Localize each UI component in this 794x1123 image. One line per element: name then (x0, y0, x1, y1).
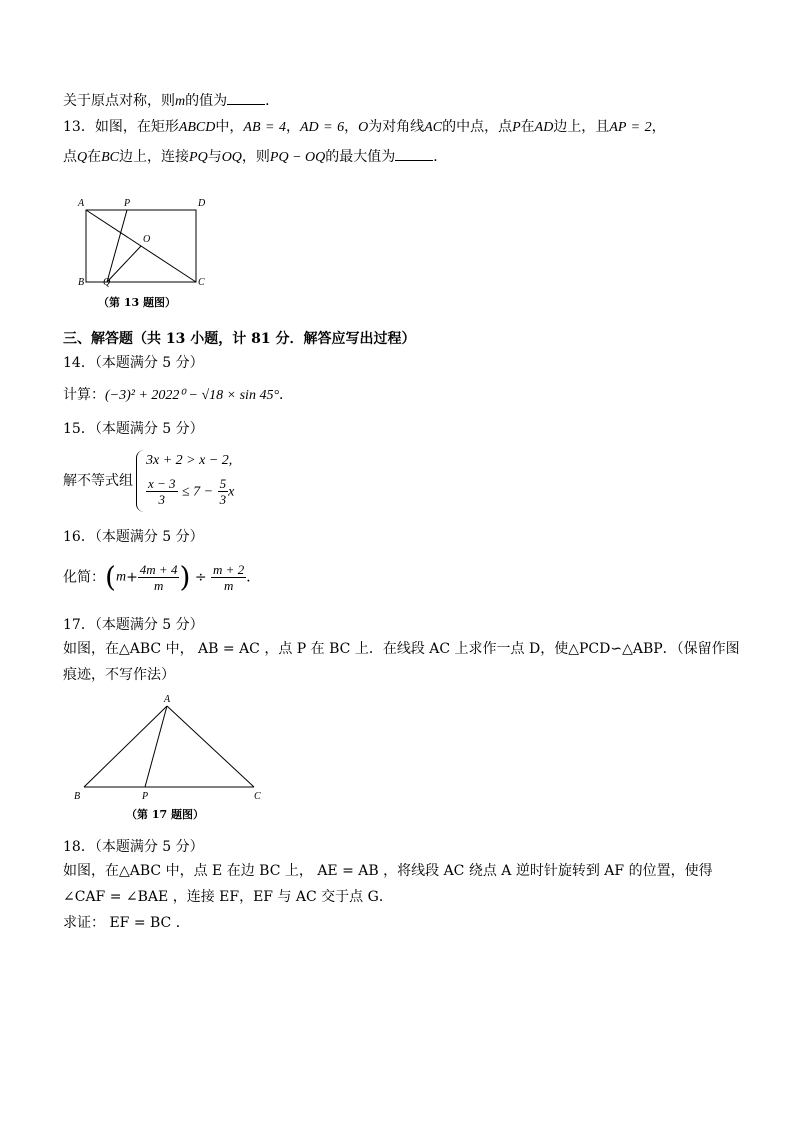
q15-ineq1: 3x + 2 > x − 2, (146, 453, 233, 468)
math: AD = 6 (299, 120, 345, 135)
side-ab (84, 706, 167, 787)
q16-body (63, 562, 260, 593)
q17-line1: 如图，在△ABC 中， AB = AC ，点 P 在 BC 上．在线段 AC 上求作一点 D，使△PCD∽△ABP．（保留作图 (63, 641, 740, 657)
side-ac (167, 706, 254, 787)
text: ， (344, 119, 359, 135)
math: ≤ 7 − (182, 484, 214, 500)
text: ． (246, 569, 261, 586)
paren-close: ) (179, 560, 191, 594)
math: ABCD (178, 120, 216, 135)
q13-line2: 点Q在BC边上，连接PQ与OQ，则PQ − OQ的最大值为 ． (63, 149, 448, 165)
math: m (115, 569, 127, 585)
text: 的值为 (185, 93, 228, 109)
text: 13．如图，在矩形 (63, 119, 179, 135)
fraction (211, 562, 246, 593)
math: x (228, 484, 235, 500)
text: 中， (215, 119, 244, 135)
q15-prefix: 解不等式组 (63, 473, 133, 489)
paren-open: ( (105, 560, 116, 594)
denominator: m (153, 578, 164, 593)
q17-caption: （第 17 题图） (126, 808, 204, 821)
text: 点 (63, 149, 77, 165)
math: + (126, 569, 138, 586)
math: Q (77, 150, 88, 165)
continuation-line: 关于原点对称，则m的值为 ． (63, 93, 280, 109)
math: O (358, 120, 369, 135)
q18-head: 18．（本题满分 5 分） (63, 839, 204, 855)
q14-head: 14．（本题满分 5 分） (63, 355, 204, 371)
label-P: P (142, 791, 149, 802)
text: 关于原点对称，则 (63, 93, 175, 109)
q13-line1 (63, 118, 666, 137)
q15-head: 15．（本题满分 5 分） (63, 421, 204, 437)
denominator: m (223, 578, 234, 593)
label-P: P (124, 198, 131, 209)
text: 与 (207, 149, 222, 165)
text: 为对角线 (368, 119, 425, 135)
label-B: B (78, 277, 85, 288)
answer-blank[interactable] (395, 148, 433, 161)
label-Q: Q (103, 277, 111, 288)
math: ÷ (194, 569, 207, 586)
math: AP = 2 (609, 120, 652, 135)
text: ． (279, 387, 294, 403)
q15-brace (136, 450, 145, 512)
text: 边上，连接 (119, 149, 190, 165)
numerator: 5 (219, 476, 227, 491)
math: PQ − OQ (269, 150, 326, 165)
q17-head: 17．（本题满分 5 分） (63, 617, 204, 633)
q14-body (63, 386, 293, 405)
fraction (138, 562, 180, 593)
q13-caption: （第 13 题图） (98, 296, 176, 309)
label-D: D (198, 198, 206, 209)
numerator: x − 3 (148, 476, 176, 491)
math: AD (534, 120, 554, 135)
text: 在 (87, 149, 102, 165)
denominator: 3 (158, 492, 166, 507)
fraction (146, 476, 178, 507)
denominator: 3 (219, 492, 227, 507)
math: P (512, 120, 521, 135)
label-A: A (164, 694, 171, 705)
q18-line1: 如图，在△ABC 中，点 E 在边 BC 上， AE = AB ，将线段 AC 绕点 A 逆时针旋转到 AF 的位置，使得 (63, 863, 713, 879)
math: (−3)² + 2022⁰ − √18 × sin 45° (105, 388, 280, 403)
label-B: B (74, 791, 81, 802)
numerator: m + 2 (213, 562, 245, 577)
text: 化简： (63, 569, 105, 586)
q17-line2: 痕迹，不写作法） (63, 667, 175, 683)
math: OQ (221, 150, 242, 165)
label-C: C (254, 791, 261, 802)
text: 边上，且 (553, 119, 610, 135)
text: ， (285, 119, 300, 135)
text: ， (651, 119, 666, 135)
math: AC (424, 120, 443, 135)
math: BC (101, 150, 120, 165)
math: PQ (189, 150, 208, 165)
label-O: O (143, 234, 151, 245)
fraction (218, 476, 229, 507)
q16-head: 16．（本题满分 5 分） (63, 529, 204, 545)
q18-line3: 求证： EF = BC ． (63, 915, 190, 931)
text: 的中点，点 (442, 119, 513, 135)
q18-line2: ∠CAF = ∠BAE ，连接 EF，EF 与 AC 交于点 G． (63, 889, 393, 905)
numerator: 4m + 4 (139, 562, 178, 577)
q15-ineq2 (146, 476, 234, 507)
text: 在 (520, 119, 535, 135)
segment-ap (145, 706, 167, 787)
var-m: m (175, 94, 186, 109)
text: 的最大值为 (325, 149, 396, 165)
label-A: A (78, 198, 85, 209)
math: AB = 4 (243, 120, 286, 135)
label-C: C (198, 277, 205, 288)
q17-triangle-figure (70, 698, 270, 798)
answer-blank[interactable] (227, 92, 265, 105)
section3-title: 三、解答题（共 13 小题，计 81 分．解答应写出过程） (63, 331, 416, 347)
text: ，则 (241, 149, 270, 165)
text: 计算： (63, 387, 105, 403)
